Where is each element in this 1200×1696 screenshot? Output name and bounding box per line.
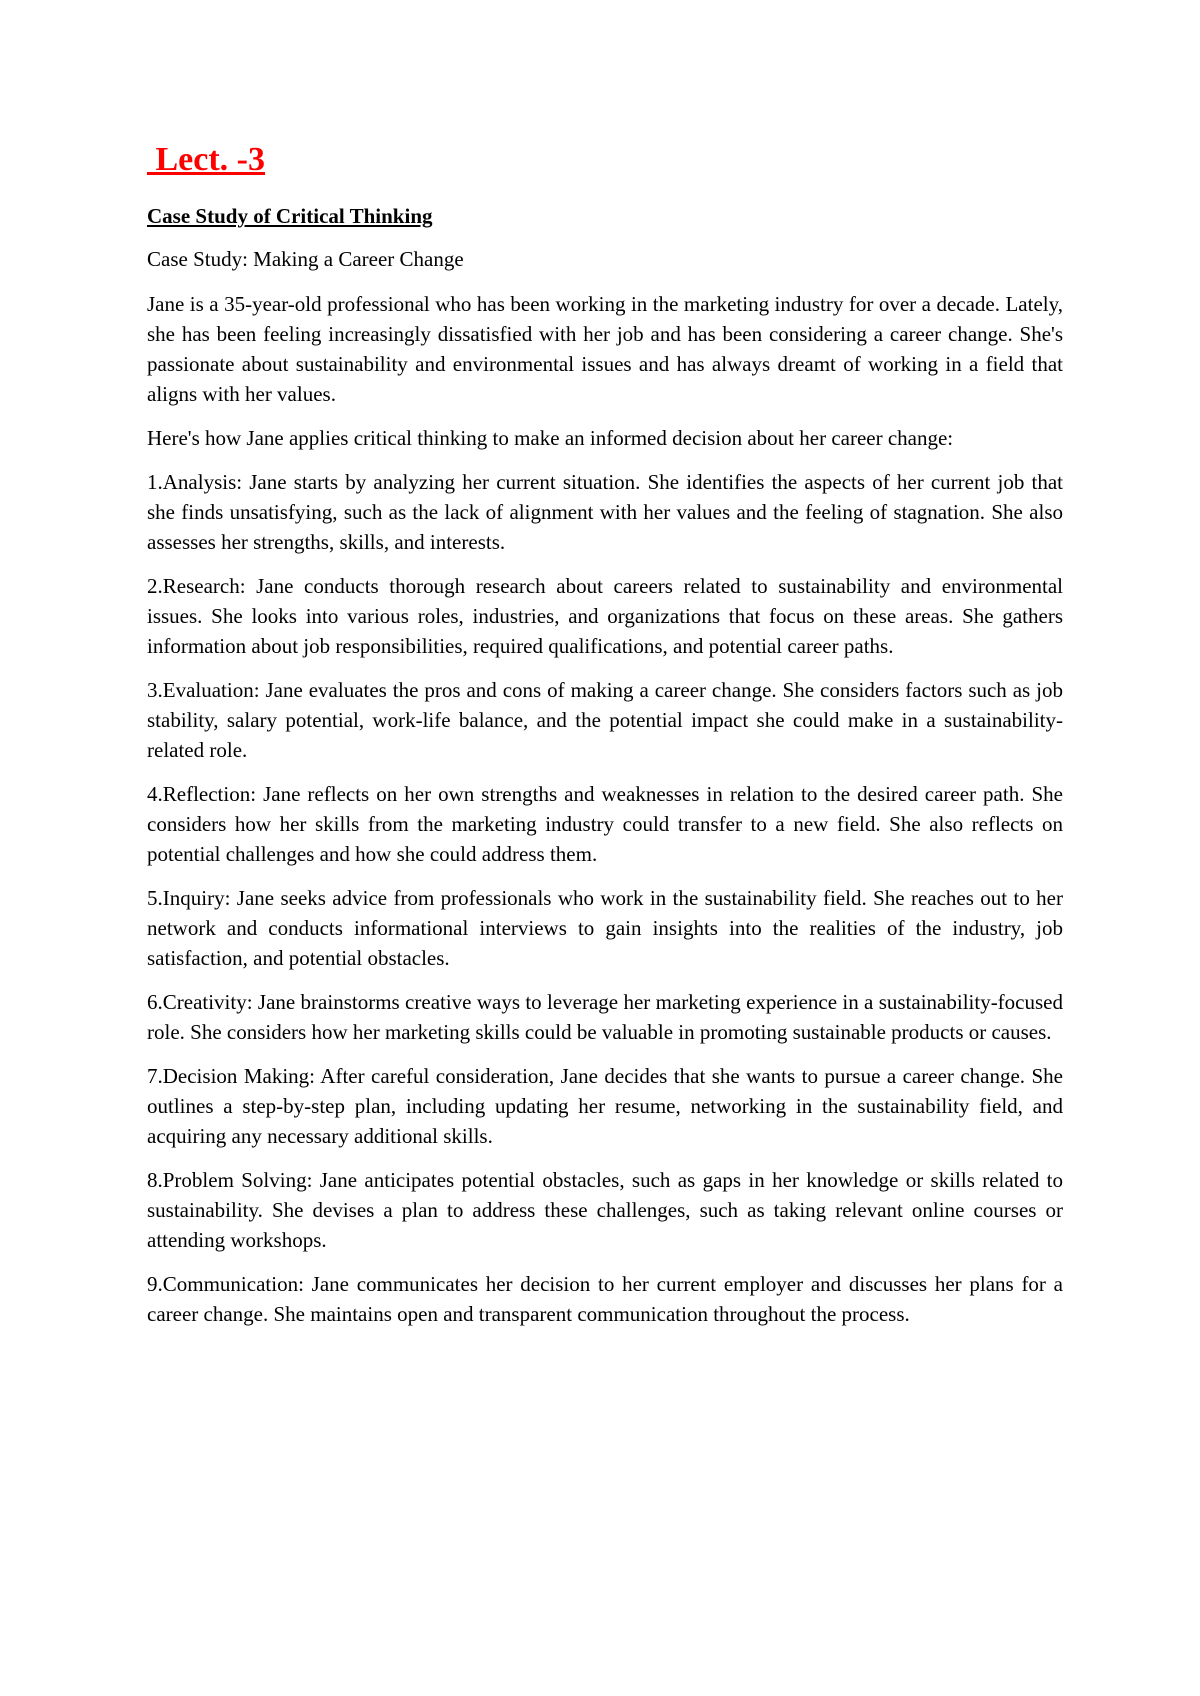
step-research: 2.Research: Jane conducts thorough research about careers related to sustainability and environmental issues. She looks into various roles, industries, and organizations that focus on these areas. She gathers information about job responsibilities, required qualifications, and potential career paths. bbox=[147, 574, 1063, 659]
document-page bbox=[147, 140, 1063, 1343]
step-creativity: 6.Creativity: Jane brainstorms creative ways to leverage her marketing experience in a sustainability-focused role. She considers how her marketing skills could be valuable in promoting sustainable products or causes. bbox=[147, 990, 1063, 1045]
lead-in-paragraph: Here's how Jane applies critical thinking to make an informed decision about her career change: bbox=[147, 426, 954, 451]
step-analysis: 1.Analysis: Jane starts by analyzing her current situation. She identifies the aspects of her current job that she finds unsatisfying, such as the lack of alignment with her values and the feeling of stagnation. She also assesses her strengths, skills, and interests. bbox=[147, 470, 1063, 555]
step-reflection: 4.Reflection: Jane reflects on her own strengths and weaknesses in relation to the desired career path. She considers how her skills from the marketing industry could transfer to a new field. She also reflects on potential challenges and how she could address them. bbox=[147, 782, 1063, 867]
step-communication: 9.Communication: Jane communicates her decision to her current employer and discusses her plans for a career change. She maintains open and transparent communication throughout the process. bbox=[147, 1272, 1063, 1327]
step-decision-making: 7.Decision Making: After careful consideration, Jane decides that she wants to pursue a career change. She outlines a step-by-step plan, including updating her resume, networking in the sustainability field, and acquiring any necessary additional skills. bbox=[147, 1064, 1063, 1149]
step-problem-solving: 8.Problem Solving: Jane anticipates potential obstacles, such as gaps in her knowledge or skills related to sustainability. She devises a plan to address these challenges, such as taking relevant online courses or attending workshops. bbox=[147, 1168, 1063, 1253]
lecture-title: Lect. -3 bbox=[147, 141, 266, 178]
step-inquiry: 5.Inquiry: Jane seeks advice from professionals who work in the sustainability field. She reaches out to her network and conducts informational interviews to gain insights into the realities of the industry, job satisfaction, and potential obstacles. bbox=[147, 886, 1063, 971]
section-heading: Case Study of Critical Thinking bbox=[147, 203, 433, 228]
intro-paragraph: Jane is a 35-year-old professional who has been working in the marketing industry for over a decade. Lately, she has been feeling increasingly dissatisfied with her job and has been considering a career change. She's passionate about sustainability and environmental issues and has always dreamt of working in a field that aligns with her values. bbox=[147, 292, 1063, 407]
step-evaluation: 3.Evaluation: Jane evaluates the pros and cons of making a career change. She considers factors such as job stability, salary potential, work-life balance, and the potential impact she could make in a sustainability-related role. bbox=[147, 678, 1063, 763]
case-study-title: Case Study: Making a Career Change bbox=[147, 247, 464, 272]
